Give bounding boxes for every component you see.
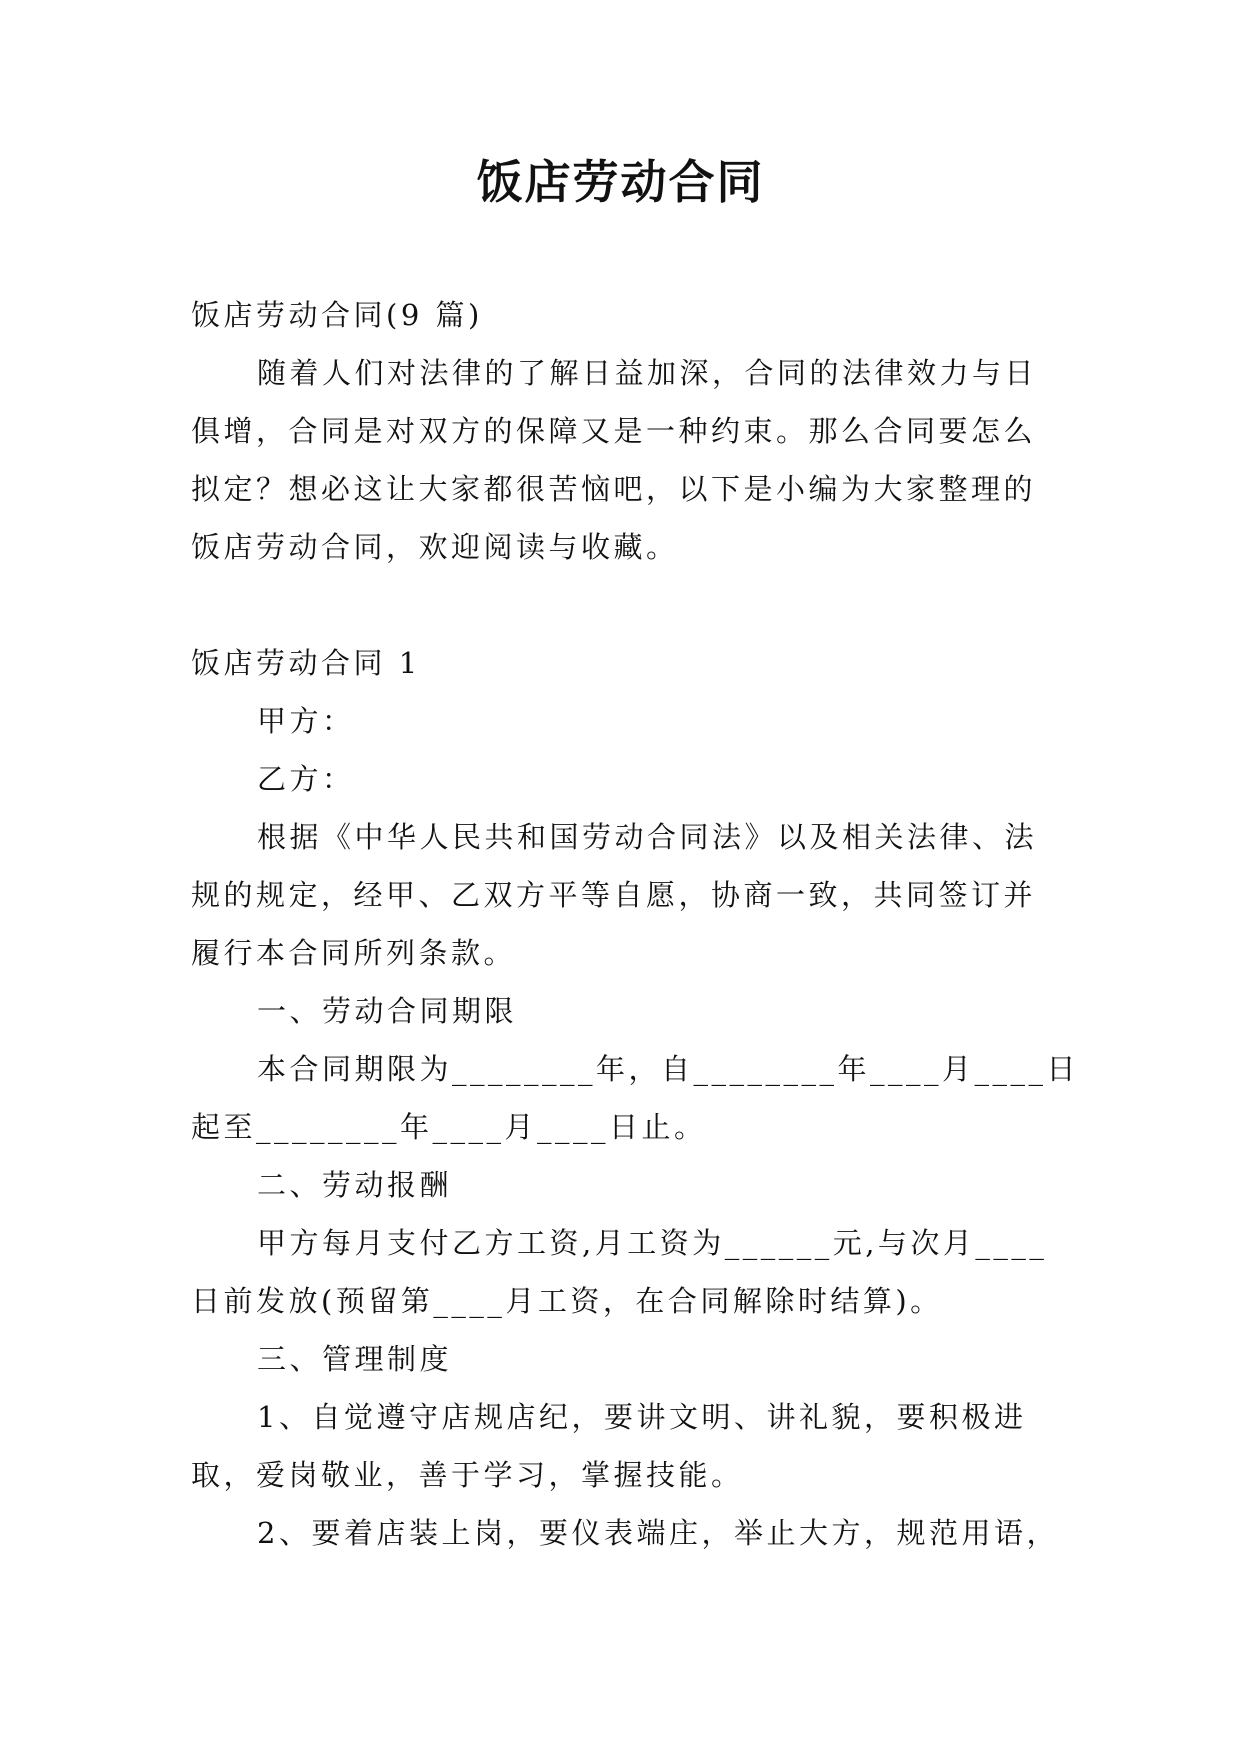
management-item-2 bbox=[191, 1504, 1059, 1562]
paragraph-line: 甲方每月支付乙方工资,月工资为______元,与次月____ bbox=[257, 1226, 1048, 1260]
clause-heading-term: 一、劳动合同期限 bbox=[257, 994, 518, 1028]
document-body bbox=[191, 286, 1080, 1562]
pay-paragraph bbox=[191, 1214, 1051, 1330]
party-b-label: 乙方： bbox=[257, 762, 355, 796]
paragraph-line: 2、要着店装上岗，要仪表端庄，举止大方，规范用语， bbox=[257, 1516, 1059, 1550]
paragraph-line: 1、自觉遵守店规店纪，要讲文明、讲礼貌，要积极进 bbox=[257, 1400, 1027, 1434]
paragraph-line: 饭店劳动合同，欢迎阅读与收藏。 bbox=[191, 530, 679, 564]
clause-heading-pay: 二、劳动报酬 bbox=[257, 1168, 453, 1202]
paragraph-line: 本合同期限为________年，自________年____月____日 bbox=[257, 1052, 1080, 1086]
paragraph-line: 俱增，合同是对双方的保障又是一种约束。那么合同要怎么 bbox=[191, 414, 1037, 448]
clause-heading-management: 三、管理制度 bbox=[257, 1342, 453, 1376]
paragraph-line: 随着人们对法律的了解日益加深，合同的法律效力与日 bbox=[257, 356, 1038, 390]
spacer bbox=[191, 576, 1051, 634]
management-item-1 bbox=[191, 1388, 1051, 1504]
paragraph-line: 起至________年____月____日止。 bbox=[191, 1110, 707, 1144]
document-title: 饭店劳动合同 bbox=[476, 155, 765, 209]
paragraph-line: 取，爱岗敬业，善于学习，掌握技能。 bbox=[191, 1458, 744, 1492]
party-a-label: 甲方： bbox=[257, 704, 355, 738]
term-paragraph bbox=[191, 1040, 1080, 1156]
paragraph-line: 根据《中华人民共和国劳动合同法》以及相关法律、法 bbox=[257, 820, 1038, 854]
basis-paragraph bbox=[191, 808, 1051, 982]
document-subtitle: 饭店劳动合同(9 篇) bbox=[191, 298, 483, 332]
intro-paragraph bbox=[191, 344, 1051, 576]
paragraph-line: 拟定？想必这让大家都很苦恼吧，以下是小编为大家整理的 bbox=[191, 472, 1037, 506]
paragraph-line: 履行本合同所列条款。 bbox=[191, 936, 517, 970]
section-heading: 饭店劳动合同 1 bbox=[191, 646, 421, 680]
paragraph-line: 规的规定，经甲、乙双方平等自愿，协商一致，共同签订并 bbox=[191, 878, 1037, 912]
paragraph-line: 日前发放(预留第____月工资，在合同解除时结算)。 bbox=[191, 1284, 943, 1318]
